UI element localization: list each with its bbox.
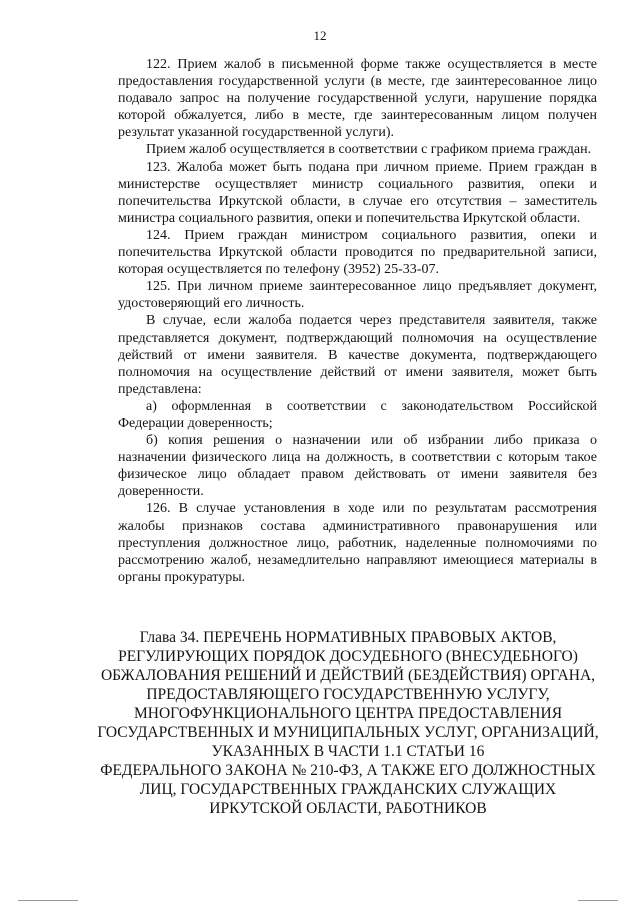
paragraph-124: 124. Прием граждан министром социального развития, опеки и попечительства Иркутской области проводится по предварительной записи, которая осуществляется по телефону (3952) 25-33-07. bbox=[118, 227, 597, 278]
paragraph-125: 125. При личном приеме заинтересованное лицо предъявляет документ, удостоверяющий его личность. bbox=[118, 279, 597, 312]
paragraph-125-item-a: а) оформленная в соответствии с законодательством Российской Федерации доверенность; bbox=[118, 398, 597, 431]
chapter-heading-line: МНОГОФУНКЦИОНАЛЬНОГО ЦЕНТРА ПРЕДОСТАВЛЕНИЯ bbox=[133, 705, 563, 722]
chapter-heading-line: Глава 34. ПЕРЕЧЕНЬ НОРМАТИВНЫХ ПРАВОВЫХ АКТОВ, bbox=[139, 629, 557, 646]
chapter-heading-line: РЕГУЛИРУЮЩИХ ПОРЯДОК ДОСУДЕБНОГО (ВНЕСУДЕБНОГО) bbox=[118, 648, 578, 665]
paragraph-123: 123. Жалоба может быть подана при личном приеме. Прием граждан в министерстве осуществляет министр социального развития, опеки и попечительства Иркутской области, в случае его отсутствия – заместитель министра социального развития, опеки и попечительства Иркутской области. bbox=[118, 159, 597, 226]
chapter-heading-line: ПРЕДОСТАВЛЯЮЩЕГО ГОСУДАРСТВЕННУЮ УСЛУГУ, bbox=[146, 686, 550, 703]
chapter-heading-line: ОБЖАЛОВАНИЯ РЕШЕНИЙ И ДЕЙСТВИЙ (БЕЗДЕЙСТВИЯ) ОРГАНА, bbox=[100, 667, 596, 684]
page-number: 12 bbox=[313, 28, 327, 43]
paragraph-122-schedule: Прием жалоб осуществляется в соответствии с графиком приема граждан. bbox=[146, 142, 592, 158]
chapter-heading-line: ИРКУТСКОЙ ОБЛАСТИ, РАБОТНИКОВ bbox=[209, 800, 487, 817]
paragraph-122: 122. Прием жалоб в письменной форме также осуществляется в месте предоставления государственной услуги (в месте, где заинтересованное лицо подавало запрос на получение государственной услуги, нарушение порядка которой обжалуется, либо в месте, где заинтересованным лицом получен результат указанной государственной услуги). bbox=[118, 57, 597, 141]
chapter-heading-line: УКАЗАННЫХ В ЧАСТИ 1.1 СТАТЬИ 16 bbox=[211, 743, 485, 760]
paragraph-125-representative: В случае, если жалоба подается через представителя заявителя, также представляется документ, подтверждающий полномочия на осуществление действий от имени заявителя. В качестве документа, подтверждающего полномочия на осуществление действий от имени заявителя, может быть представлена: bbox=[118, 313, 597, 397]
chapter-heading bbox=[88, 628, 608, 818]
document-body bbox=[118, 56, 597, 586]
scan-edge-mark bbox=[18, 900, 78, 901]
scan-edge-mark bbox=[578, 900, 618, 901]
chapter-heading-line: ГОСУДАРСТВЕННЫХ И МУНИЦИПАЛЬНЫХ УСЛУГ, ОРГАНИЗАЦИЙ, bbox=[97, 724, 599, 741]
paragraph-126: 126. В случае установления в ходе или по результатам рассмотрения жалобы признаков состава административного правонарушения или преступления должностное лицо, работник, наделенные полномочиями по рассмотрению жалоб, незамедлительно направляют имеющиеся материалы в органы прокуратуры. bbox=[118, 501, 597, 585]
paragraph-125-item-b: б) копия решения о назначении или об избрании либо приказа о назначении физического лица на должность, в соответствии с которым такое физическое лицо обладает правом действовать от имени заявителя без доверенности. bbox=[118, 433, 597, 500]
chapter-heading-line: ЛИЦ, ГОСУДАРСТВЕННЫХ ГРАЖДАНСКИХ СЛУЖАЩИХ bbox=[139, 781, 557, 798]
chapter-heading-line: ФЕДЕРАЛЬНОГО ЗАКОНА № 210-ФЗ, А ТАКЖЕ ЕГО ДОЛЖНОСТНЫХ bbox=[100, 762, 596, 779]
